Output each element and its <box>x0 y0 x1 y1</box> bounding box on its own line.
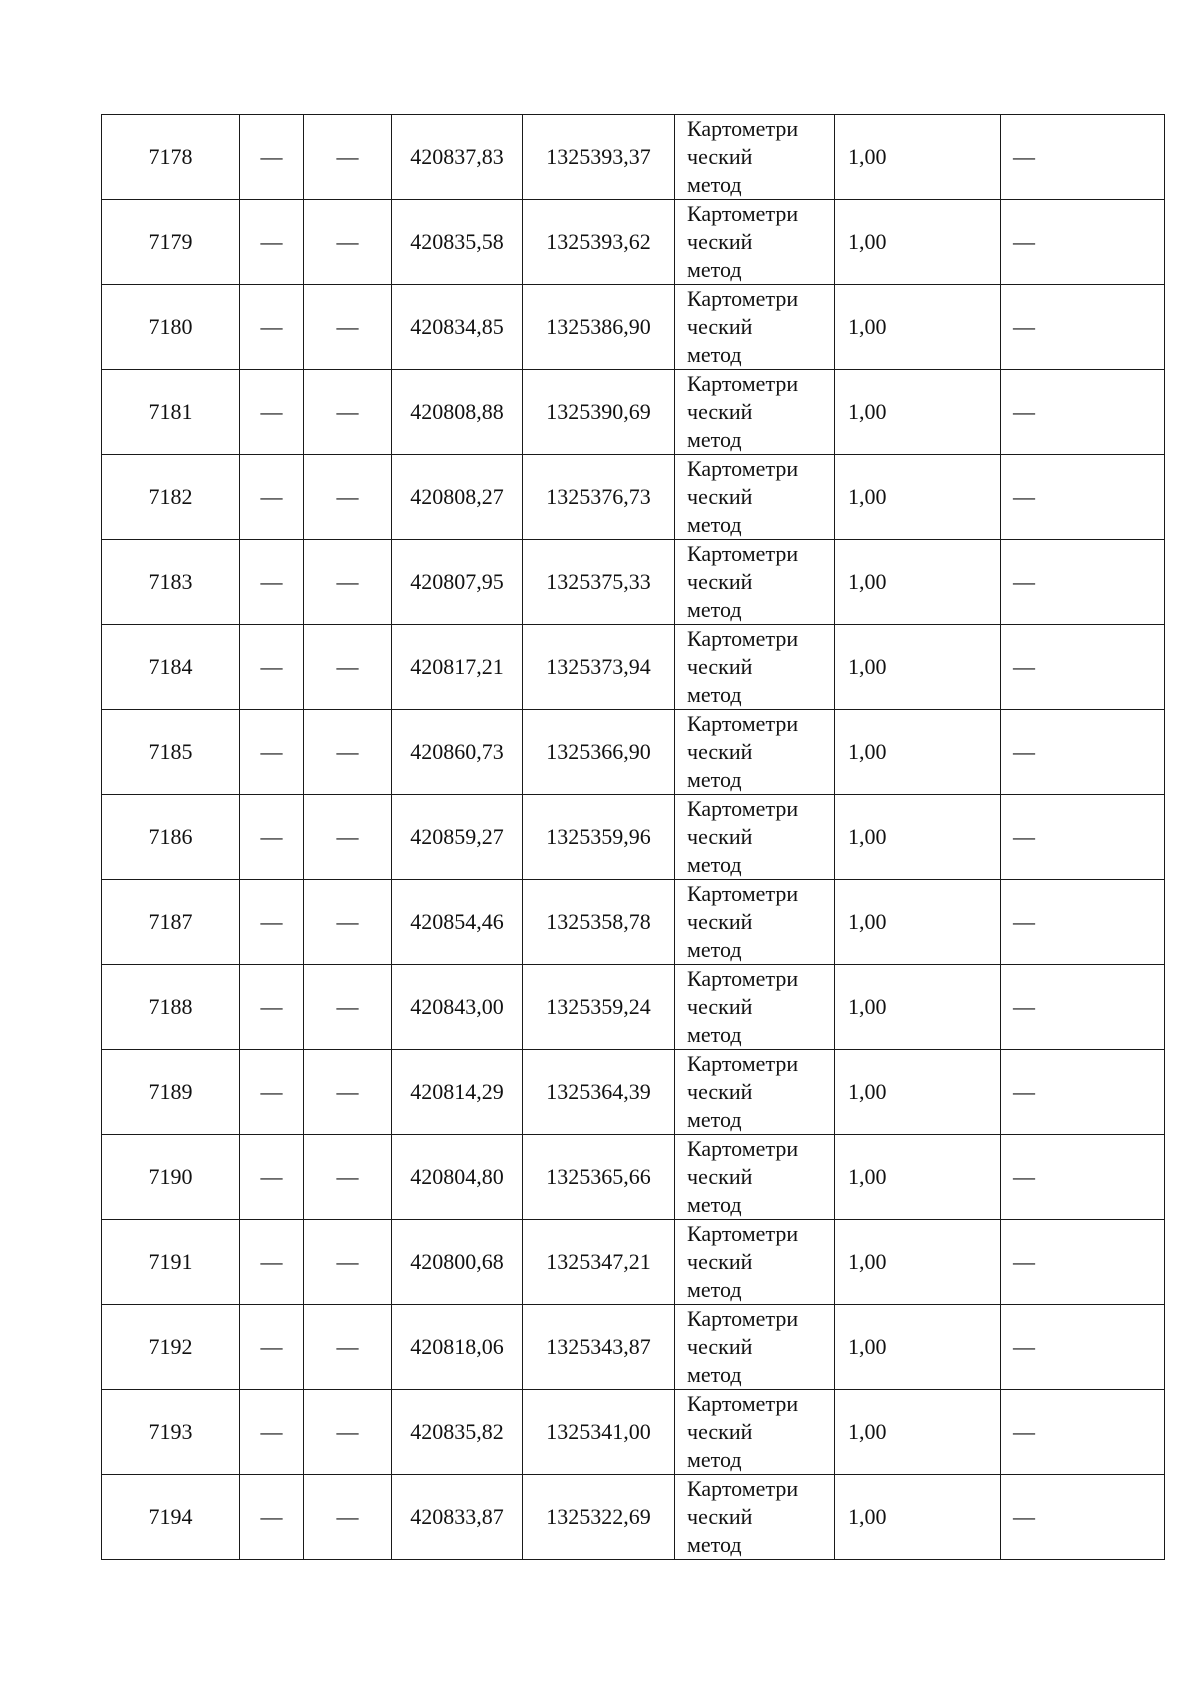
empty-value-cell: — <box>304 880 392 965</box>
empty-value-cell: — <box>240 200 304 285</box>
y-coordinate-cell: 1325358,78 <box>523 880 675 965</box>
method-text-line: ческий <box>687 824 753 849</box>
empty-value-cell: — <box>240 115 304 200</box>
empty-value-cell: — <box>304 965 392 1050</box>
table-row <box>102 1390 1165 1475</box>
method-text-line: ческий <box>687 1079 753 1104</box>
empty-value-cell: — <box>240 965 304 1050</box>
method-text-line: Картометри <box>687 201 799 226</box>
point-number-cell: 7180 <box>102 285 240 370</box>
x-coordinate-cell: 420835,58 <box>392 200 523 285</box>
method-cell <box>675 1220 835 1305</box>
method-cell <box>675 455 835 540</box>
empty-value-cell: — <box>240 1475 304 1560</box>
table-row <box>102 285 1165 370</box>
method-text-line: ческий <box>687 229 753 254</box>
method-text-line: метод <box>687 1362 742 1387</box>
table-body <box>102 115 1165 1560</box>
table-row <box>102 200 1165 285</box>
empty-value-cell: — <box>240 1220 304 1305</box>
accuracy-cell: 1,00 <box>835 1220 1001 1305</box>
accuracy-cell: 1,00 <box>835 1305 1001 1390</box>
table-row <box>102 625 1165 710</box>
method-text-line: Картометри <box>687 456 799 481</box>
method-text-line: ческий <box>687 1419 753 1444</box>
x-coordinate-cell: 420814,29 <box>392 1050 523 1135</box>
empty-value-cell: — <box>304 1305 392 1390</box>
y-coordinate-cell: 1325359,24 <box>523 965 675 1050</box>
method-cell <box>675 540 835 625</box>
x-coordinate-cell: 420835,82 <box>392 1390 523 1475</box>
method-cell <box>675 1390 835 1475</box>
empty-value-cell: — <box>304 200 392 285</box>
empty-value-cell: — <box>304 1475 392 1560</box>
method-text-line: Картометри <box>687 541 799 566</box>
point-number-cell: 7181 <box>102 370 240 455</box>
method-cell <box>675 1050 835 1135</box>
point-number-cell: 7187 <box>102 880 240 965</box>
method-cell <box>675 115 835 200</box>
empty-value-cell: — <box>240 285 304 370</box>
point-number-cell: 7179 <box>102 200 240 285</box>
table-row <box>102 965 1165 1050</box>
method-text-line: ческий <box>687 654 753 679</box>
method-text-line: метод <box>687 257 742 282</box>
y-coordinate-cell: 1325359,96 <box>523 795 675 880</box>
x-coordinate-cell: 420800,68 <box>392 1220 523 1305</box>
method-text-line: ческий <box>687 399 753 424</box>
description-cell: — <box>1001 540 1165 625</box>
empty-value-cell: — <box>240 1050 304 1135</box>
y-coordinate-cell: 1325343,87 <box>523 1305 675 1390</box>
empty-value-cell: — <box>304 1220 392 1305</box>
empty-value-cell: — <box>304 710 392 795</box>
point-number-cell: 7185 <box>102 710 240 795</box>
accuracy-cell: 1,00 <box>835 200 1001 285</box>
y-coordinate-cell: 1325393,37 <box>523 115 675 200</box>
x-coordinate-cell: 420808,88 <box>392 370 523 455</box>
x-coordinate-cell: 420843,00 <box>392 965 523 1050</box>
y-coordinate-cell: 1325375,33 <box>523 540 675 625</box>
empty-value-cell: — <box>304 795 392 880</box>
method-text-line: ческий <box>687 1334 753 1359</box>
empty-value-cell: — <box>304 455 392 540</box>
method-text-line: метод <box>687 852 742 877</box>
method-text-line: метод <box>687 1532 742 1557</box>
description-cell: — <box>1001 1475 1165 1560</box>
y-coordinate-cell: 1325365,66 <box>523 1135 675 1220</box>
method-text-line: Картометри <box>687 116 799 141</box>
y-coordinate-cell: 1325386,90 <box>523 285 675 370</box>
description-cell: — <box>1001 965 1165 1050</box>
empty-value-cell: — <box>304 625 392 710</box>
empty-value-cell: — <box>240 1305 304 1390</box>
accuracy-cell: 1,00 <box>835 1475 1001 1560</box>
method-text-line: Картометри <box>687 371 799 396</box>
empty-value-cell: — <box>304 1050 392 1135</box>
method-cell <box>675 795 835 880</box>
method-text-line: ческий <box>687 1249 753 1274</box>
table-row <box>102 1220 1165 1305</box>
description-cell: — <box>1001 1390 1165 1475</box>
method-text-line: метод <box>687 597 742 622</box>
description-cell: — <box>1001 795 1165 880</box>
x-coordinate-cell: 420833,87 <box>392 1475 523 1560</box>
empty-value-cell: — <box>240 1390 304 1475</box>
y-coordinate-cell: 1325341,00 <box>523 1390 675 1475</box>
method-text-line: Картометри <box>687 1051 799 1076</box>
empty-value-cell: — <box>304 285 392 370</box>
description-cell: — <box>1001 625 1165 710</box>
x-coordinate-cell: 420860,73 <box>392 710 523 795</box>
method-text-line: ческий <box>687 144 753 169</box>
accuracy-cell: 1,00 <box>835 1050 1001 1135</box>
method-text-line: Картометри <box>687 881 799 906</box>
description-cell: — <box>1001 1050 1165 1135</box>
method-text-line: метод <box>687 1447 742 1472</box>
method-text-line: метод <box>687 1277 742 1302</box>
point-number-cell: 7186 <box>102 795 240 880</box>
method-text-line: Картометри <box>687 626 799 651</box>
point-number-cell: 7192 <box>102 1305 240 1390</box>
accuracy-cell: 1,00 <box>835 455 1001 540</box>
x-coordinate-cell: 420818,06 <box>392 1305 523 1390</box>
accuracy-cell: 1,00 <box>835 540 1001 625</box>
y-coordinate-cell: 1325393,62 <box>523 200 675 285</box>
y-coordinate-cell: 1325366,90 <box>523 710 675 795</box>
table-row <box>102 795 1165 880</box>
y-coordinate-cell: 1325322,69 <box>523 1475 675 1560</box>
x-coordinate-cell: 420854,46 <box>392 880 523 965</box>
method-text-line: Картометри <box>687 1306 799 1331</box>
accuracy-cell: 1,00 <box>835 1135 1001 1220</box>
point-number-cell: 7178 <box>102 115 240 200</box>
empty-value-cell: — <box>240 370 304 455</box>
method-text-line: ческий <box>687 1164 753 1189</box>
empty-value-cell: — <box>240 625 304 710</box>
method-text-line: ческий <box>687 994 753 1019</box>
method-text-line: Картометри <box>687 1221 799 1246</box>
accuracy-cell: 1,00 <box>835 1390 1001 1475</box>
accuracy-cell: 1,00 <box>835 880 1001 965</box>
method-cell <box>675 1305 835 1390</box>
table-row <box>102 540 1165 625</box>
method-text-line: Картометри <box>687 966 799 991</box>
point-number-cell: 7190 <box>102 1135 240 1220</box>
description-cell: — <box>1001 115 1165 200</box>
description-cell: — <box>1001 1135 1165 1220</box>
method-cell <box>675 965 835 1050</box>
coordinates-table <box>101 114 1165 1560</box>
method-text-line: метод <box>687 512 742 537</box>
description-cell: — <box>1001 710 1165 795</box>
description-cell: — <box>1001 1305 1165 1390</box>
empty-value-cell: — <box>240 455 304 540</box>
accuracy-cell: 1,00 <box>835 965 1001 1050</box>
method-text-line: Картометри <box>687 796 799 821</box>
method-cell <box>675 1135 835 1220</box>
method-text-line: Картометри <box>687 286 799 311</box>
description-cell: — <box>1001 880 1165 965</box>
empty-value-cell: — <box>240 880 304 965</box>
method-text-line: метод <box>687 682 742 707</box>
x-coordinate-cell: 420808,27 <box>392 455 523 540</box>
empty-value-cell: — <box>304 540 392 625</box>
accuracy-cell: 1,00 <box>835 795 1001 880</box>
method-text-line: метод <box>687 767 742 792</box>
method-text-line: метод <box>687 1192 742 1217</box>
empty-value-cell: — <box>240 540 304 625</box>
x-coordinate-cell: 420804,80 <box>392 1135 523 1220</box>
y-coordinate-cell: 1325364,39 <box>523 1050 675 1135</box>
table-row <box>102 880 1165 965</box>
method-text-line: метод <box>687 1107 742 1132</box>
point-number-cell: 7189 <box>102 1050 240 1135</box>
method-cell <box>675 710 835 795</box>
accuracy-cell: 1,00 <box>835 710 1001 795</box>
empty-value-cell: — <box>240 1135 304 1220</box>
method-text-line: ческий <box>687 909 753 934</box>
empty-value-cell: — <box>240 710 304 795</box>
point-number-cell: 7184 <box>102 625 240 710</box>
description-cell: — <box>1001 370 1165 455</box>
method-cell <box>675 370 835 455</box>
method-text-line: метод <box>687 427 742 452</box>
empty-value-cell: — <box>304 370 392 455</box>
table-row <box>102 115 1165 200</box>
table-row <box>102 1050 1165 1135</box>
method-text-line: ческий <box>687 1504 753 1529</box>
table-row <box>102 1135 1165 1220</box>
method-text-line: метод <box>687 172 742 197</box>
method-cell <box>675 880 835 965</box>
x-coordinate-cell: 420807,95 <box>392 540 523 625</box>
description-cell: — <box>1001 200 1165 285</box>
method-text-line: ческий <box>687 569 753 594</box>
x-coordinate-cell: 420859,27 <box>392 795 523 880</box>
method-text-line: ческий <box>687 314 753 339</box>
accuracy-cell: 1,00 <box>835 115 1001 200</box>
empty-value-cell: — <box>240 795 304 880</box>
table-row <box>102 1305 1165 1390</box>
y-coordinate-cell: 1325347,21 <box>523 1220 675 1305</box>
x-coordinate-cell: 420837,83 <box>392 115 523 200</box>
accuracy-cell: 1,00 <box>835 285 1001 370</box>
y-coordinate-cell: 1325390,69 <box>523 370 675 455</box>
method-text-line: метод <box>687 937 742 962</box>
method-text-line: Картометри <box>687 1476 799 1501</box>
table-row <box>102 1475 1165 1560</box>
point-number-cell: 7191 <box>102 1220 240 1305</box>
method-cell <box>675 285 835 370</box>
table-row <box>102 455 1165 540</box>
method-cell <box>675 625 835 710</box>
method-text-line: Картометри <box>687 711 799 736</box>
y-coordinate-cell: 1325376,73 <box>523 455 675 540</box>
method-text-line: Картометри <box>687 1391 799 1416</box>
table-row <box>102 370 1165 455</box>
x-coordinate-cell: 420817,21 <box>392 625 523 710</box>
method-text-line: ческий <box>687 739 753 764</box>
method-text-line: метод <box>687 1022 742 1047</box>
description-cell: — <box>1001 455 1165 540</box>
point-number-cell: 7188 <box>102 965 240 1050</box>
accuracy-cell: 1,00 <box>835 625 1001 710</box>
empty-value-cell: — <box>304 115 392 200</box>
x-coordinate-cell: 420834,85 <box>392 285 523 370</box>
point-number-cell: 7193 <box>102 1390 240 1475</box>
method-cell <box>675 1475 835 1560</box>
description-cell: — <box>1001 285 1165 370</box>
description-cell: — <box>1001 1220 1165 1305</box>
point-number-cell: 7182 <box>102 455 240 540</box>
method-cell <box>675 200 835 285</box>
method-text-line: Картометри <box>687 1136 799 1161</box>
empty-value-cell: — <box>304 1135 392 1220</box>
y-coordinate-cell: 1325373,94 <box>523 625 675 710</box>
table-row <box>102 710 1165 795</box>
accuracy-cell: 1,00 <box>835 370 1001 455</box>
method-text-line: ческий <box>687 484 753 509</box>
point-number-cell: 7183 <box>102 540 240 625</box>
method-text-line: метод <box>687 342 742 367</box>
empty-value-cell: — <box>304 1390 392 1475</box>
point-number-cell: 7194 <box>102 1475 240 1560</box>
